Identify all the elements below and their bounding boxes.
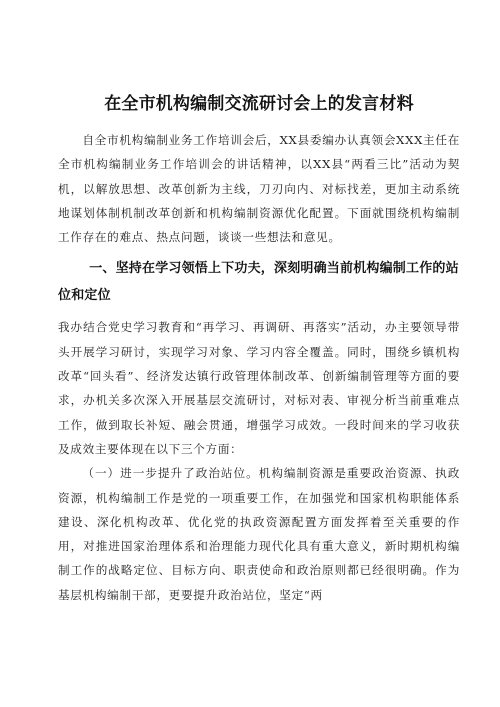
section-heading: 一、坚持在学习领悟上下功夫，深刻明确当前机构编制工作的站位和定位 [58, 261, 459, 304]
point-paragraph: （一）进一步提升了政治站位。机构编制资源是重要政治资源、执政资源，机构编制工作是党的一项重要工作，在加强党和国家机构职能体系建设、深化机构改革、优化党的执政资源配置方面发挥着至关重要的作用，对推进国家治理体系和治理能力现代化具有重大意义，新时期机构编制工作的战略定位、目标方向、职责使命和政治原则都已经很明确。作为基层机构编制干部，更要提升政治站位，坚定“两 [58, 466, 460, 602]
document-title: 在全市机构编制交流研讨会上的发言材料 [104, 94, 414, 114]
intro-paragraph: 自全市机构编制业务工作培训会后，XX县委编办认真领会XXX主任在全市机构编制业务工作培训会的讲话精神，以XX县“两看三比”活动为契机，以解放思想、改革创新为主线，刀刃向内、对标找差，更加主动系统地谋划体制机制改革创新和机构编制资源优化配置。下面就围绕机构编制工作存在的难点、热点问题，谈谈一些想法和意见。 [58, 133, 460, 245]
section-body-paragraph: 我办结合党史学习教育和“再学习、再调研、再落实”活动，办主要领导带头开展学习研讨，实现学习对象、学习内容全覆盖。同时，围绕乡镇机构改革“回头看”、经济发达镇行政管理体制改革、创新编制管理等方面的要求，办机关多次深入开展基层交流研讨，对标对表、审视分析当前重难点工作，做到取长补短、融会贯通，增强学习成效。一段时间来的学习收获及成效主要体现在以下三个方面： [58, 320, 460, 456]
